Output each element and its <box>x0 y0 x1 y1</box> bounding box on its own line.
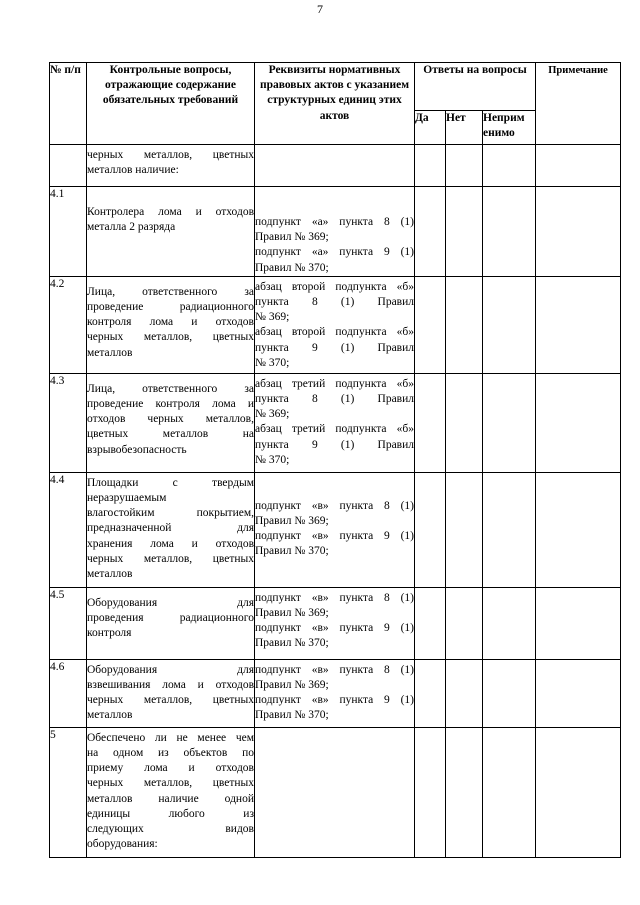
question-line: на одном из объектов по <box>87 747 254 760</box>
row-number: 4.4 <box>50 472 87 587</box>
page-number: 7 <box>317 2 323 16</box>
question-line: контроля <box>87 627 132 640</box>
question-line: металлов наличие одной <box>87 792 254 805</box>
row-number: 4.3 <box>50 373 87 472</box>
row-requisites <box>255 187 415 277</box>
row-requisites <box>255 276 415 373</box>
answer-yes-cell <box>415 145 446 187</box>
question-line: взвешивания лома и отходов <box>87 679 254 692</box>
answer-na-cell <box>483 373 536 472</box>
note-cell <box>536 587 621 659</box>
answer-na-cell <box>483 187 536 277</box>
answer-yes-cell <box>415 373 446 472</box>
question-line: черных металлов, цветных <box>87 331 254 344</box>
row-requisites <box>255 145 415 187</box>
table-row <box>50 472 621 587</box>
requisite-line: Правил № 369; <box>255 679 329 692</box>
requisite-line: Правил № 370; <box>255 709 329 722</box>
requisite-line: пункта 8 (1) Правил <box>255 296 414 309</box>
answer-na-cell <box>483 472 536 587</box>
table-row <box>50 145 621 187</box>
header-no: Нет <box>446 111 483 145</box>
answer-na-cell <box>483 659 536 727</box>
question-line: черных металлов, цветных <box>87 552 254 565</box>
note-cell <box>536 187 621 277</box>
question-line: проведение контроля лома и <box>87 398 254 411</box>
requisite-line: абзац третий подпункта «б» <box>255 377 414 390</box>
table-row <box>50 659 621 727</box>
answer-yes-cell <box>415 276 446 373</box>
answer-na-cell <box>483 276 536 373</box>
answer-na-cell <box>483 587 536 659</box>
question-line: металлов <box>87 346 133 359</box>
question-line: черных металлов, цветных <box>87 149 254 161</box>
question-line: проведение радиационного <box>87 301 254 314</box>
row-requisites <box>255 587 415 659</box>
question-line: Обеспечено ли не менее чем <box>87 731 254 744</box>
header-num: № п/п <box>50 63 87 145</box>
row-number <box>50 145 87 187</box>
requisite-line: подпункт «в» пункта 9 (1) <box>255 694 414 707</box>
requisite-line: Правил № 369; <box>255 607 329 620</box>
question-line: хранения лома и отходов <box>87 537 254 550</box>
answer-yes-cell <box>415 587 446 659</box>
answer-yes-cell <box>415 187 446 277</box>
row-question <box>87 276 255 373</box>
requisite-line: № 370; <box>255 453 290 466</box>
note-cell <box>536 659 621 727</box>
answer-no-cell <box>446 659 483 727</box>
answer-yes-cell <box>415 472 446 587</box>
requisite-line: пункта 9 (1) Правил <box>255 341 414 354</box>
table-row <box>50 727 621 857</box>
requisite-line: пункта 8 (1) Правил <box>255 393 414 406</box>
row-requisites <box>255 472 415 587</box>
question-line: проведения радиационного <box>87 612 254 625</box>
requisite-line: подпункт «в» пункта 8 (1) <box>255 499 414 512</box>
requisite-line: абзац третий подпункта «б» <box>255 423 414 436</box>
note-cell <box>536 373 621 472</box>
requisite-line: № 370; <box>255 356 290 369</box>
question-line: Площадки с твердым <box>87 476 254 489</box>
checklist-table <box>49 62 621 858</box>
answer-na-cell <box>483 727 536 857</box>
answer-no-cell <box>446 373 483 472</box>
header-answers: Ответы на вопросы <box>415 63 536 111</box>
header-na <box>483 111 536 145</box>
row-question <box>87 145 255 187</box>
row-question <box>87 727 255 857</box>
row-number: 4.2 <box>50 276 87 373</box>
row-question <box>87 187 255 277</box>
question-line: черных металлов, цветных <box>87 694 254 707</box>
question-line: металлов <box>87 709 133 722</box>
requisite-line: абзац второй подпункта «б» <box>255 280 414 293</box>
requisite-line: № 369; <box>255 408 290 421</box>
question-line: предназначенной для <box>87 522 254 535</box>
requisite-line: Правил № 370; <box>255 261 329 274</box>
note-cell <box>536 472 621 587</box>
question-line: единицы любого из <box>87 807 254 820</box>
question-line: контроля лома и отходов <box>87 316 254 329</box>
question-line: отходов черных металлов, <box>87 413 254 426</box>
header-na-line2: енимо <box>483 127 515 140</box>
question-line: металлов <box>87 568 133 581</box>
requisite-line: Правил № 369; <box>255 231 329 244</box>
table-row <box>50 587 621 659</box>
header-yes: Да <box>415 111 446 145</box>
question-line: оборудования: <box>87 838 158 851</box>
row-number: 4.6 <box>50 659 87 727</box>
answer-no-cell <box>446 587 483 659</box>
question-line: следующих видов <box>87 823 254 836</box>
requisite-line: подпункт «в» пункта 8 (1) <box>255 591 414 604</box>
row-question <box>87 373 255 472</box>
answer-no-cell <box>446 276 483 373</box>
question-line: приему лома и отходов <box>87 762 254 775</box>
answer-yes-cell <box>415 727 446 857</box>
question-line: Лица, ответственного за <box>87 382 254 395</box>
question-line: влагостойким покрытием, <box>87 507 254 520</box>
row-number: 4.5 <box>50 587 87 659</box>
requisite-line: абзац второй подпункта «б» <box>255 326 414 339</box>
answer-yes-cell <box>415 659 446 727</box>
table-row <box>50 373 621 472</box>
header-na-line1: Неприм <box>483 112 525 124</box>
row-requisites <box>255 659 415 727</box>
requisite-line: пункта 9 (1) Правил <box>255 438 414 451</box>
row-question <box>87 587 255 659</box>
row-requisites <box>255 373 415 472</box>
row-question <box>87 472 255 587</box>
answer-no-cell <box>446 187 483 277</box>
requisite-line: подпункт «в» пункта 9 (1) <box>255 530 414 543</box>
row-number: 4.1 <box>50 187 87 277</box>
requisite-line: подпункт «а» пункта 9 (1) <box>255 246 414 259</box>
requisite-line: Правил № 370; <box>255 637 329 650</box>
answer-na-cell <box>483 145 536 187</box>
header-question: Контрольные вопросы, отражающие содержание обязательных требований <box>87 63 255 145</box>
table-row <box>50 187 621 277</box>
requisite-line: подпункт «а» пункта 8 (1) <box>255 216 414 228</box>
question-line: Оборудования для <box>87 663 254 676</box>
requisite-line: № 369; <box>255 311 290 324</box>
requisite-line: Правил № 369; <box>255 515 329 528</box>
question-line: взрывобезопасность <box>87 443 187 456</box>
row-question <box>87 659 255 727</box>
question-line: металлов наличие: <box>87 164 179 177</box>
note-cell <box>536 145 621 187</box>
header-requisites: Реквизиты нормативных правовых актов с указанием структурных единиц этих актов <box>255 63 415 145</box>
note-cell <box>536 727 621 857</box>
answer-no-cell <box>446 145 483 187</box>
question-line: металла 2 разряда <box>87 221 176 234</box>
row-number: 5 <box>50 727 87 857</box>
question-line: Контролера лома и отходов <box>87 206 254 218</box>
question-line: неразрушаемым <box>87 492 167 505</box>
question-line: черных металлов, цветных <box>87 777 254 790</box>
answer-no-cell <box>446 727 483 857</box>
answer-no-cell <box>446 472 483 587</box>
row-requisites <box>255 727 415 857</box>
header-note: Примечание <box>536 63 621 145</box>
requisite-line: подпункт «в» пункта 8 (1) <box>255 663 414 676</box>
requisite-line: Правил № 370; <box>255 545 329 558</box>
question-line: цветных металлов на <box>87 428 254 441</box>
note-cell <box>536 276 621 373</box>
table-row <box>50 276 621 373</box>
requisite-line: подпункт «в» пункта 9 (1) <box>255 622 414 635</box>
question-line: Лица, ответственного за <box>87 285 254 298</box>
question-line: Оборудования для <box>87 596 254 609</box>
